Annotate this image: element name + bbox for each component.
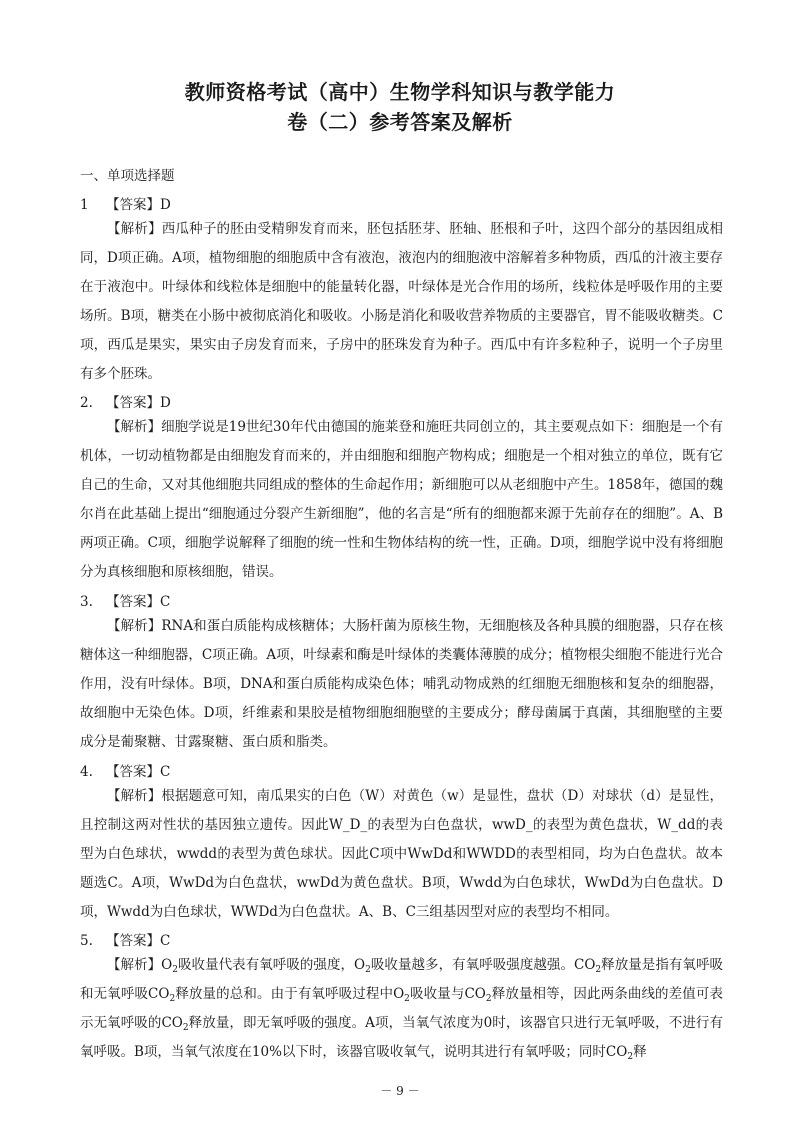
exp5-part: 吸收量越多，有氧呼吸强度越强。CO [370,957,596,973]
answer-line-5 [80,929,170,949]
exp5-part: 释放量的总和。由于有氧呼吸过程中O [175,986,405,1002]
question-number: 5. [80,933,93,949]
answer-line-3 [80,590,170,610]
exp5-part: 释放量是指有氧呼吸和无氧呼吸CO [80,957,723,1002]
subscript: 2 [404,994,410,1004]
exp5-part: 释放量相等，因此两条曲线的差值可表示无氧呼吸的CO [80,986,724,1031]
exp5-part: 【解析】O [107,957,173,973]
answer-line-1 [80,193,171,213]
page-title: 教师资格考试（高中）生物学科知识与教学能力 [184,80,616,104]
subscript: 2 [172,965,178,975]
explanation-3: 【解析】RNA和蛋白质能构成核糖体；大肠杆菌为原核生物，无细胞核及各种具膜的细胞器，只存在核糖体这一种细胞器，C项正确。A项，叶绿素和酶是叶绿体的类囊体薄膜的成分；植物根尖细胞不能进行光合作用，没有叶绿体。B项，DNA和蛋白质能构成染色体；哺乳动物成熟的红细胞无细胞核和复杂的细胞器，故细胞中无染色体。D项，纤维素和果胶是植物细胞细胞壁的主要成分；酵母菌属于真菌，其细胞壁的主要成分是葡聚糖、甘露聚糖、蛋白质和脂类。 [80,618,723,750]
section-heading: 一、单项选择题 [80,168,175,184]
answer-text: 【答案】D [106,197,171,213]
subscript: 2 [485,994,492,1004]
page-subtitle: 卷（二）参考答案及解析 [287,110,513,134]
subscript: 2 [627,1052,634,1062]
explanation-1: 【解析】西瓜种子的胚由受精卵发育而来，胚包括胚芽、胚轴、胚根和子叶，这四个部分的基因组成相同，D项正确。A项，植物细胞的细胞质中含有液泡，液泡内的细胞液中溶解着多种物质，西瓜的汁液主要存在于液泡中。叶绿体和线粒体是细胞中的能量转化器，叶绿体是光合作用的场所，线粒体是呼吸作用的主要场所。B项，糖类在小肠中被彻底消化和吸收。小肠是消化和吸收营养物质的主要器官，胃不能吸收糖类。C项，西瓜是果实，果实由子房发育而来，子房中的胚珠发育为种子。西瓜中有许多粒种子，说明一个子房里有多个胚珠。 [80,221,723,382]
answer-text: 【答案】D [106,395,171,411]
answer-line-4 [80,760,170,780]
subscript: 2 [365,965,371,975]
exp5-part: 释放量，即无氧呼吸的强度。A项，当氧气浓度为0时，该器官只进行无氧呼吸，不进行有氧呼吸。B项，当氧气浓度在10%以下时，该器官吸收氧气，说明其进行有氧呼吸；同时CO [80,1015,723,1060]
answer-text: 【答案】C [106,933,171,949]
answer-line-2 [80,391,171,411]
answer-text: 【答案】C [106,764,171,780]
question-number: 1 [80,197,89,213]
explanation-5 [80,951,723,1067]
question-number: 2. [80,395,93,411]
page-number: － 9 － [380,1084,420,1098]
explanation-2: 【解析】细胞学说是19世纪30年代由德国的施莱登和施旺共同创立的，其主要观点如下：细胞是一个有机体，一切动植物都是由细胞发育而来的，并由细胞和细胞产物构成；细胞是一个相对独立的单位，既有它自己的生命，又对其他细胞共同组成的整体的生命起作用；新细胞可以从老细胞中产生。1858年，德国的魏尔肖在此基础上提出“细胞通过分裂产生新细胞”，他的名言是“所有的细胞都来源于先前存在的细胞”。A、B两项正确。C项，细胞学说解释了细胞的统一性和生物体结构的统一性，正确。D项，细胞学说中没有将细胞分为真核细胞和原核细胞，错误。 [80,419,723,580]
exp5-part: 释 [633,1044,647,1060]
explanation-4: 【解析】根据题意可知，南瓜果实的白色（W）对黄色（w）是显性，盘状（D）对球状（d）是显性，且控制这两对性状的基因独立遗传。因此W_D_的表型为白色盘状，wwD_的表型为黄色盘状，W_dd的表型为白色球状，wwdd的表型为黄色球状。因此C项中WwDd和WWDD的表型相同，均为白色盘状。故本题选C。A项，WwDd为白色盘状，wwDd为黄色盘状。B项，Wwdd为白色球状，WwDd为白色盘状。D项，Wwdd为白色球状，WWDd为白色盘状。A、B、C三组基因型对应的表型均不相同。 [80,788,723,920]
subscript: 2 [169,994,176,1004]
question-number: 4. [80,764,93,780]
answer-text: 【答案】C [106,594,171,610]
subscript: 2 [595,965,602,975]
question-number: 3. [80,594,93,610]
exp5-part: 吸收量代表有氧呼吸的强度，O [177,957,366,973]
exp5-part: 吸收量与CO [409,986,486,1002]
subscript: 2 [182,1023,189,1033]
